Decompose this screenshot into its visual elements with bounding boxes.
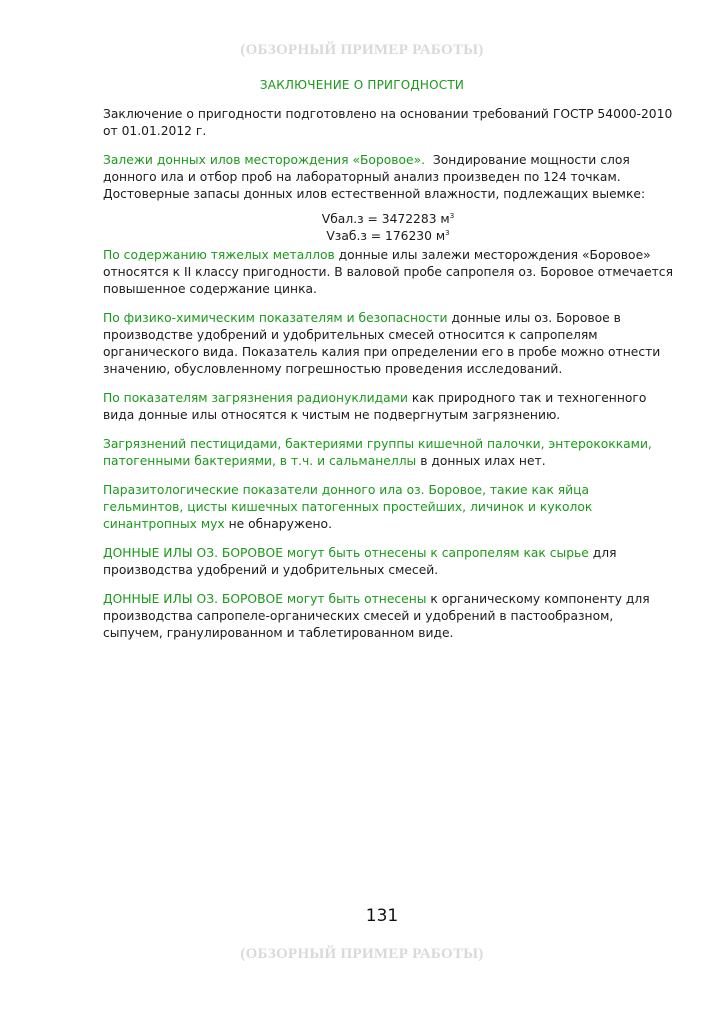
- watermark-top: (ОБЗОРНЫЙ ПРИМЕР РАБОТЫ): [240, 42, 484, 58]
- page-title: ЗАКЛЮЧЕНИЕ О ПРИГОДНОСТИ: [259, 78, 465, 92]
- paragraph-raw-material: ДОННЫЕ ИЛЫ ОЗ. БОРОВОЕ могут быть отнесены к сапропелям как сырье для производства удобрений и удобрительных смесей.: [103, 546, 617, 577]
- page-number: 131: [365, 906, 399, 926]
- document-body: [103, 106, 673, 654]
- paragraph-radionuclides: По показателям загрязнения радионуклидами как природного так и техногенного вида донные илы относятся к чистым не подвергнутым загрязнению.: [103, 391, 647, 422]
- deposit-text: Зондирование мощности слоя донного ила и отбор проб на лабораторный анализ произведен по 124 точкам. Достоверные запасы донных илов естественной влажности, подлежащих выемке:: [103, 153, 646, 201]
- deposit-paragraph: [103, 152, 673, 203]
- paragraph-organic-component: ДОННЫЕ ИЛЫ ОЗ. БОРОВОЕ могут быть отнесены к органическому компоненту для производства сапропеле-органических смесей и удобрений в пастообразном, сыпучем, гранулированном и таблетированном виде.: [103, 592, 650, 640]
- paragraph-heavy-metals: По содержанию тяжелых металлов донные илы залежи месторождения «Боровое» относятся к II классу пригодности. В валовой пробе сапропеля оз. Боровое отмечается повышенное содержание цинка.: [103, 248, 673, 296]
- volume-formulas: [103, 211, 673, 245]
- formula-balance: Vбал.з = 3472283 $м^3$: [321, 212, 455, 226]
- paragraph-pesticides: Загрязнений пестицидами, бактериями группы кишечной палочки, энтерококками, патогенными бактериями, в т.ч. и сальманеллы в донных илах нет.: [103, 437, 652, 468]
- watermark-bottom: (ОБЗОРНЫЙ ПРИМЕР РАБОТЫ): [240, 946, 484, 962]
- intro-paragraph: Заключение о пригодности подготовлено на основании требований ГОСТР 54000-2010 от 01.01.2012 г.: [103, 107, 673, 138]
- deposit-highlight: Залежи донных илов месторождения «Боровое».: [103, 153, 426, 167]
- paragraph-parasitology: Паразитологические показатели донного ила оз. Боровое, такие как яйца гельминтов, цисты кишечных патогенных простейших, личинок и куколок синантропных мух не обнаружено.: [103, 483, 593, 531]
- paragraph-physico-chemical: По физико-химическим показателям и безопасности донные илы оз. Боровое в производстве удобрений и удобрительных смесей относится к сапропелям органического вида. Показатель калия при определении его в пробе можно отнести значению, обусловленному погрешностью проведения исследований.: [103, 311, 661, 376]
- formula-off-balance: Vзаб.з = 176230 $м^3$: [326, 229, 450, 243]
